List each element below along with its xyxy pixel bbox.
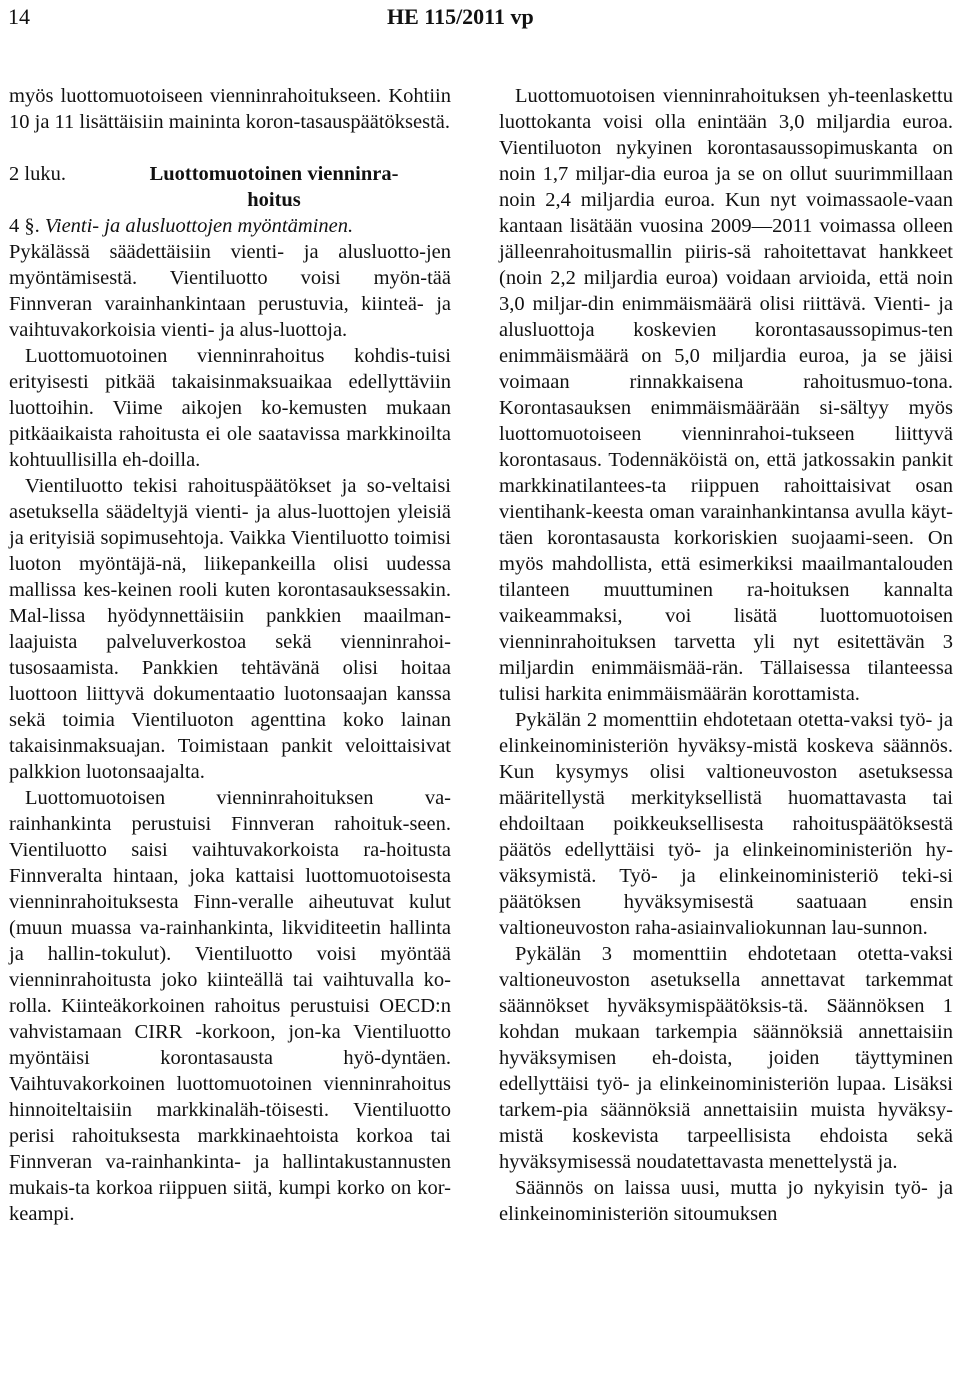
paragraph: Luottomuotoinen vienninrahoitus kohdis-tuisi erityisesti pitkää takaisinmaksuaikaa edellyttäviin luottoihin. Viime aikojen ko-kemusten mukaan pitkäaikaista rahoitusta ei ole saatavissa markkinoilta kohtuullisilla eh-doilla. xyxy=(9,345,451,471)
chapter-number: 2 luku. xyxy=(9,163,66,185)
paragraph: Vientiluotto tekisi rahoituspäätökset ja so-veltaisi asetuksella säädeltyjä vienti- ja alus-luottojen yleisiä ja erityisiä sopimusehtoja. Vaikka Vientiluotto toimisi luoton myöntäjä-nä, liikepankeilla olisi uudessa mallissa kes-keinen rooli kuten korontasauksessakin. Mal-lissa hyödynnettäisiin pankkien maailman-laajuista palveluverkostoa sekä vienninrahoi-tusosaamista. Pankkien tehtävänä olisi hoitaa luottoon liittyvä dokumentaatio luotonsaajan kanssa sekä toimia Vientiluoton agenttina koko lainan takaisinmaksuajan. Toimistaan pankit veloittaisivat palkkion luotonsaajalta. xyxy=(9,475,451,783)
section-title: Vienti- ja alusluottojen myöntäminen. xyxy=(44,215,354,237)
left-column xyxy=(9,83,451,1227)
paragraph: Pykälässä säädettäisiin vienti- ja alusluotto-jen myöntämisestä. Vientiluotto voisi myön-tää Finnveran varainhankintaan perustuvia, kiinteä- ja vaihtuvakorkoisia vienti- ja alus-luottoja. xyxy=(9,241,451,341)
paragraph: Säännös on laissa uusi, mutta jo nykyisin työ- ja elinkeinoministeriön sitoumuksen xyxy=(499,1177,953,1225)
page-number: 14 xyxy=(8,4,30,29)
page-header xyxy=(0,2,960,38)
section-heading xyxy=(9,213,451,239)
chapter-heading xyxy=(9,161,451,213)
chapter-title: Luottomuotoinen vienninra-hoitus xyxy=(149,163,399,211)
paragraph-intro: myös luottomuotoiseen vienninrahoitukseen. Kohtiin 10 ja 11 lisättäisiin maininta koron-tasauspäätöksestä. xyxy=(9,85,451,133)
right-column xyxy=(499,83,953,1227)
paragraph: Pykälän 3 momenttiin ehdotetaan otetta-vaksi valtioneuvoston asetuksella annettavat tarkemmat säännökset hyväksymispäätöksis-tä. Säännöksen 1 kohdan mukaan tarkempia säännöksiä annettaisiin hyväksymisen eh-doista, joiden täyttyminen edellyttäisi työ- ja elinkeinoministeriön lupaa. Lisäksi tarkem-pia säännöksiä annettaisiin muista hyväksy-mistä koskevista tarpeellisista ehdoista sekä hyväksymisessä noudatettavasta menettelystä ja. xyxy=(499,943,953,1173)
section-number: 4 §. xyxy=(9,215,40,237)
paragraph: Luottomuotoisen vienninrahoituksen yh-teenlaskettu luottokanta voisi olla enintään 3,0 miljardia euroa. Vientiluoton nykyinen korontasaussopimuskanta on noin 1,7 miljar-dia euroa ja se on ollut suurimmillaan noin 2,4 miljardia euroa. Kun nyt voimassaole-vaan kantaan lisätään vuosina 2009—2011 voimassa olleen jälleenrahoitusmallin piiris-sä rahoitettavat hankkeet (noin 2,2 miljardia euroa) voidaan arvioida, että noin 3,0 miljar-din enimmäismäärä olisi riittävä. Vienti- ja alusluottoja koskevien korontasaussopimus-ten enimmäismäärä on 5,0 miljardia euroa, ja se jäisi voimaan rinnakkaisena rahoitusmuo-tona. Korontasauksen enimmäismäärään si-sältyy myös luottomuotoiseen vienninrahoi-tukseen liittyvä korontasaus. Todennäköistä on, että jatkossakin pankit markkinatilantees-ta riippuen rahoittaisivat osan vientihank-keesta oman varainhankintansa avulla käyt-täen korontasausta korkoriskien suojaami-seen. On myös mahdollista, että esimerkiksi maailmantalouden tilanteen muuttuminen ra-hoituksen kannalta vaikeammaksi, voi lisätä luottomuotoisen vienninrahoituksen tarvetta yli nyt esitettävän 3 miljardin enimmäismää-rän. Tällaisessa tilanteessa tulisi harkita enimmäismäärän korottamista. xyxy=(499,85,953,705)
paragraph: Pykälän 2 momenttiin ehdotetaan otetta-vaksi työ- ja elinkeinoministeriön hyväksy-mistä koskeva säännös. Kun kysymys olisi valtioneuvoston asetuksessa määritellystä merkityksellistä huomattavasta tai ehdoiltaan poikkeuksellisesta rahoituspäätöksestä päätös edellyttäisi työ- ja elinkeinoministeriön hy-väksymistä. Työ- ja elinkeinoministeriö teki-si päätöksen hyväksymisestä saatuaan ensin valtioneuvoston raha-asiainvaliokunnan lau-sunnon. xyxy=(499,709,953,939)
document-reference: HE 115/2011 vp xyxy=(387,4,534,29)
paragraph: Luottomuotoisen vienninrahoituksen va-rainhankinta perustuisi Finnveran rahoituk-seen. Vientiluotto saisi vaihtuvakorkoista ra-hoitusta Finnveralta hintaan, joka kattaisi luottomuotoisesta vienninrahoituksesta Finn-veralle aiheutuvat kulut (muun muassa va-rainhankinta, likviditeetin hallinta ja hallin-tokulut). Vientiluotto voisi myöntää vienninrahoitusta joko kiinteällä tai vaihtuvalla ko-rolla. Kiinteäkorkoinen rahoitus perustuisi OECD:n vahvistamaan CIRR -korkoon, jon-ka Vientiluotto myöntäisi korontasausta hyö-dyntäen. Vaihtuvakorkoinen luottomuotoinen vienninrahoitus hinnoiteltaisiin markkinaläh-töisesti. Vientiluotto perisi rahoituksesta markkinaehtoista korkoa tai Finnveran va-rainhankinta- ja hallintakustannusten mukais-ta korkoa riippuen siitä, kumpi korko on kor-keampi. xyxy=(9,787,451,1225)
